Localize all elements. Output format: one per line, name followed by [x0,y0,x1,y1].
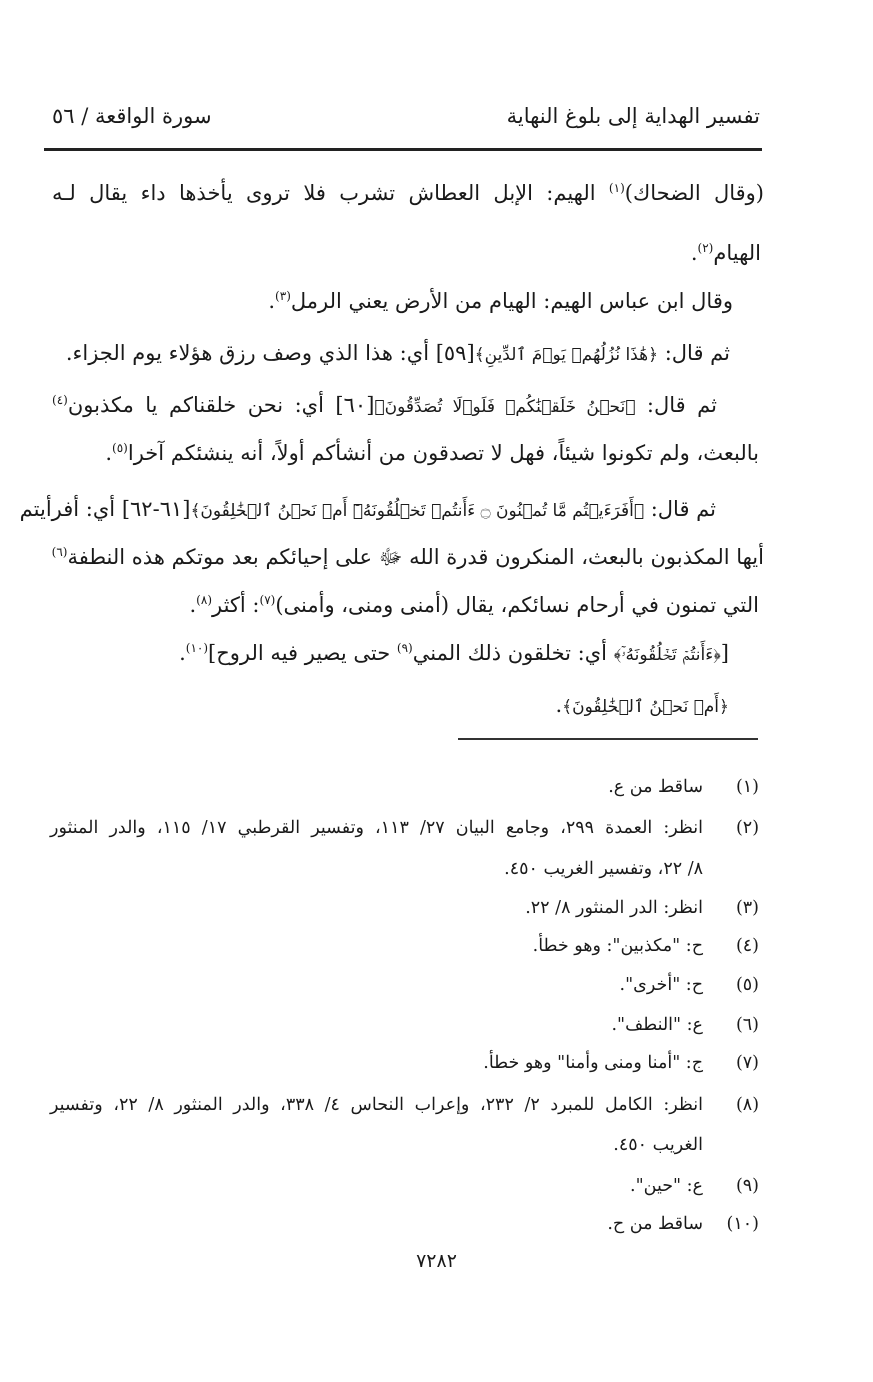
book-title: تفسير الهداية إلى بلوغ النهاية [506,104,760,128]
footnote-text: انظر: الكامل للمبرد ٢/ ٢٣٢، وإعراب النحاس ٤/ ٣٣٨، والدر المنثور ٨/ ٢٢، وتفسير [50,1095,704,1115]
footnote-text: ساقط من ع. [608,777,703,797]
footnote-number: (٩) [735,1176,759,1196]
text-line-9 [189,588,759,622]
footnote-5 [620,970,759,1000]
footnote-number: (١٠) [726,1214,759,1234]
text-run: [٦١-٦٢] أي: أفرأيتم [19,497,191,521]
footnote-ref: (٦) [51,545,68,559]
quran-verse: ﴿أَفَرَءَيۡتُم مَّا تُمۡنُونَ ۝ ءَأَنتُمۡ تَخۡلُقُونَهُۥٓ أَمۡ نَحۡنُ ٱلۡخَٰلِقُونَ﴾ [190,501,645,521]
footnote-text: انظر: العمدة ٢٩٩، وجامع البيان ٢٧/ ١١٣، وتفسير القرطبي ١٧/ ١١٥، والدر المنثور [50,818,704,838]
footnote-8-continued [613,1130,759,1160]
text-run: . [189,593,197,617]
text-run: [٥٩] أي: هذا الذي وصف رزق هؤلاء يوم الجزاء. [65,341,475,365]
text-line-10 [179,636,729,672]
quran-verse: ﴿هَٰذَا نُزُلُهُمۡ يَوۡمَ ٱلدِّينِ﴾ [474,345,659,365]
footnote-ref: (٤) [52,393,68,407]
footnote-2-continued [504,854,759,884]
footnote-number: (٢) [735,818,760,838]
text-run: التي تمنون في أرحام نسائكم، يقال (أمنى ومنى، وأمنى) [275,593,759,617]
footnote-6 [611,1010,759,1040]
footnote-number: (٥) [735,975,759,995]
footnote-ref: (١) [608,181,625,195]
text-run: الهيم: الإبل العطاش تشرب فلا تروى يأخذها داء يقال لـه [52,181,609,205]
footnote-8 [50,1090,759,1120]
text-run: ثم قال: [644,497,716,521]
footnote-text: ع: "النطف". [611,1015,703,1035]
footnote-text: ساقط من ح. [607,1214,703,1234]
footnote-number: (٦) [735,1015,759,1035]
footnote-10 [607,1209,759,1239]
footnote-ref: (١٠) [185,641,209,655]
footnote-text: ٨/ ٢٢، وتفسير الغريب ٤٥٠. [504,859,703,879]
footnote-7 [483,1048,759,1078]
text-run: (وقال الضحاك) [624,181,764,205]
text-line-11 [555,688,729,724]
footnote-4 [533,931,759,961]
text-line-2 [691,236,761,270]
footnote-9 [630,1171,759,1201]
surah-page-label: سورة الواقعة / ٥٦ [52,104,212,128]
footnote-number: (٣) [735,898,759,918]
footnote-ref: (٥) [112,441,128,455]
footnote-text: ح: "أخرى". [619,975,703,995]
text-run: أيها المكذبون بالبعث، المنكرون قدرة الله ﷻ على إحيائكم بعد موتكم هذه النطفة [67,545,764,569]
text-run: . [105,441,113,465]
header-rule [44,148,762,151]
text-run: . [268,289,276,313]
footnote-ref: (٢) [697,241,714,255]
footnote-text: ع: "حين". [630,1176,703,1196]
footnote-number: (٧) [735,1053,759,1073]
footnote-text: ح: "مكذبين": وهو خطأ. [532,936,703,956]
footnote-text: ج: "أمنا ومنى وأمنا" وهو خطأ. [483,1053,703,1073]
footnote-ref: (٩) [396,641,413,655]
text-run: : أكثر [212,593,260,617]
text-line-7 [19,492,716,528]
footnote-number: (٨) [735,1095,760,1115]
text-run: ثم قال: [635,393,717,417]
text-run: وقال ابن عباس الهيم: الهيام من الأرض يعني الرمل [290,289,733,313]
footnote-text: الغريب ٤٥٠. [613,1135,703,1155]
text-run: . [690,241,698,265]
quran-verse: ﴿أَمۡ نَحۡنُ ٱلۡخَٰلِقُونَ﴾ [562,697,729,717]
text-run: حتى يصير فيه الروح] [208,641,397,665]
text-line-3 [268,284,733,318]
text-run: . [179,641,186,665]
footnote-1 [608,772,759,802]
quran-verse: ﴿نَحۡنُ خَلَقۡنَٰكُمۡ فَلَوۡلَا تُصَدِّقُونَ﴾ [374,397,636,417]
text-line-5 [52,388,717,424]
text-line-4 [66,336,730,372]
footnote-number: (١) [735,777,759,797]
text-run: ثم قال: [658,341,730,365]
text-run: [٦٠] أي: نحن خلقناكم يا مكذبون [67,393,375,417]
footnote-separator [458,738,758,740]
text-run: [ [720,641,729,665]
footnote-ref: (٣) [275,289,291,303]
footnote-ref: (٧) [259,593,276,607]
quran-verse: ﴿ءَأَنتُمۡ تَخۡلُقُونَهُۥٓ﴾ [613,645,721,665]
footnote-text: انظر: الدر المنثور ٨/ ٢٢. [525,898,703,918]
text-line-1 [52,176,764,210]
page-number: ٧٢٨٢ [416,1250,457,1272]
text-line-6 [105,436,759,470]
text-run: أي: تخلقون ذلك المني [412,641,614,665]
text-run: بالبعث، ولم تكونوا شيئاً، فهل لا تصدقون من أنشأكم أولاً، أنه ينشئكم آخرا [127,441,759,465]
footnote-number: (٤) [735,936,759,956]
footnote-2 [50,813,759,843]
text-line-8 [52,540,764,574]
footnote-3 [525,893,759,923]
text-run: الهيام [713,241,761,265]
running-header [44,104,760,144]
footnote-ref: (٨) [196,593,212,607]
text-run: . [555,693,563,717]
